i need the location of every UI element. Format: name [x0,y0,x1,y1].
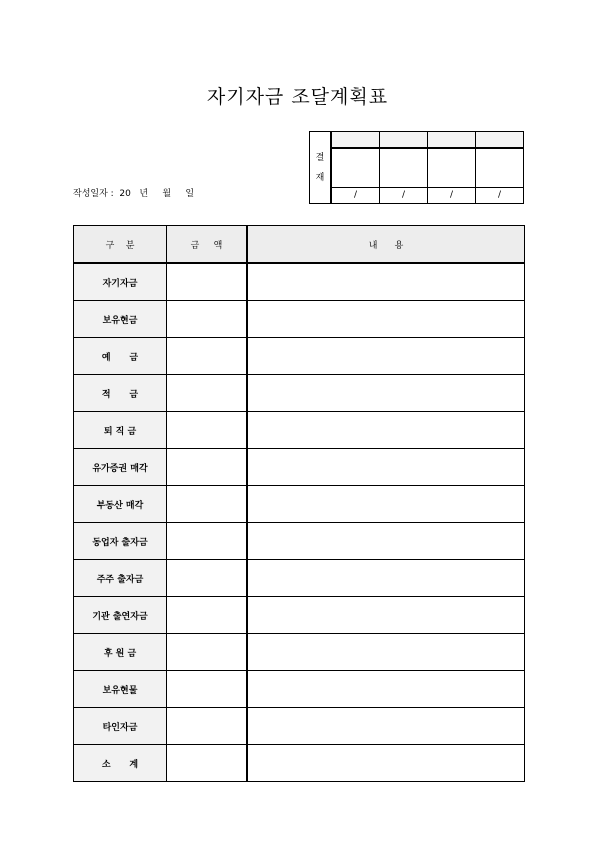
table-row [74,449,525,486]
approval-sign-cell[interactable] [380,148,428,188]
table-row [74,597,525,634]
table-row [74,338,525,375]
row-amount-cell[interactable] [167,597,248,634]
table-row [74,486,525,523]
row-amount-cell[interactable] [167,486,248,523]
row-amount-cell[interactable] [167,263,248,301]
row-description-cell[interactable] [247,634,525,671]
table-row [74,412,525,449]
row-description-cell[interactable] [247,708,525,745]
approval-head-cell[interactable] [331,132,380,149]
row-category: 후 원 금 [74,634,167,671]
approval-sign-cell[interactable] [331,148,380,188]
row-category: 보유현물 [74,671,167,708]
row-description-cell[interactable] [247,263,525,301]
row-amount-cell[interactable] [167,671,248,708]
row-category: 주주 출자금 [74,560,167,597]
row-category: 적 금 [74,375,167,412]
document-title: 자기자금 조달계획표 [206,86,389,108]
row-description-cell[interactable] [247,412,525,449]
approval-stamp-label [310,132,332,204]
row-description-cell[interactable] [247,560,525,597]
approval-label-2: 재 [315,172,325,183]
row-description-cell[interactable] [247,671,525,708]
row-category: 보유현금 [74,301,167,338]
row-category: 소 계 [74,745,167,782]
row-description-cell[interactable] [247,449,525,486]
row-category: 타인자금 [74,708,167,745]
row-category: 자기자금 [74,263,167,301]
row-description-cell[interactable] [247,486,525,523]
approval-head-cell[interactable] [476,132,524,149]
row-category: 퇴 직 금 [74,412,167,449]
table-row [74,301,525,338]
row-category: 부동산 매각 [74,486,167,523]
header-amount: 금 액 [167,226,248,264]
row-amount-cell[interactable] [167,301,248,338]
approval-box [309,131,524,204]
row-amount-cell[interactable] [167,634,248,671]
approval-head-cell[interactable] [428,132,476,149]
row-category: 기관 출연자금 [74,597,167,634]
approval-sign-cell[interactable] [428,148,476,188]
row-category: 예 금 [74,338,167,375]
table-row [74,708,525,745]
header-category: 구 분 [74,226,167,264]
row-description-cell[interactable] [247,338,525,375]
table-row [74,375,525,412]
row-amount-cell[interactable] [167,338,248,375]
row-category: 유가증권 매각 [74,449,167,486]
table-row [74,671,525,708]
approval-date-cell[interactable]: / [331,188,380,204]
approval-head-cell[interactable] [380,132,428,149]
approval-date-cell[interactable]: / [476,188,524,204]
row-description-cell[interactable] [247,375,525,412]
row-amount-cell[interactable] [167,560,248,597]
table-row [74,560,525,597]
row-description-cell[interactable] [247,745,525,782]
row-amount-cell[interactable] [167,375,248,412]
row-amount-cell[interactable] [167,449,248,486]
table-row [74,523,525,560]
row-description-cell[interactable] [247,597,525,634]
approval-date-cell[interactable]: / [380,188,428,204]
row-category: 동업자 출자금 [74,523,167,560]
row-amount-cell[interactable] [167,412,248,449]
table-row [74,634,525,671]
approval-label-1: 결 [315,152,325,163]
row-amount-cell[interactable] [167,745,248,782]
row-description-cell[interactable] [247,523,525,560]
approval-date-cell[interactable]: / [428,188,476,204]
approval-sign-cell[interactable] [476,148,524,188]
table-row [74,745,525,782]
funding-table [73,225,525,782]
date-line: 작성일자 : 20 년 월 일 [73,189,195,199]
row-amount-cell[interactable] [167,708,248,745]
table-row [74,263,525,301]
row-description-cell[interactable] [247,301,525,338]
header-description: 내 용 [247,226,525,264]
row-amount-cell[interactable] [167,523,248,560]
